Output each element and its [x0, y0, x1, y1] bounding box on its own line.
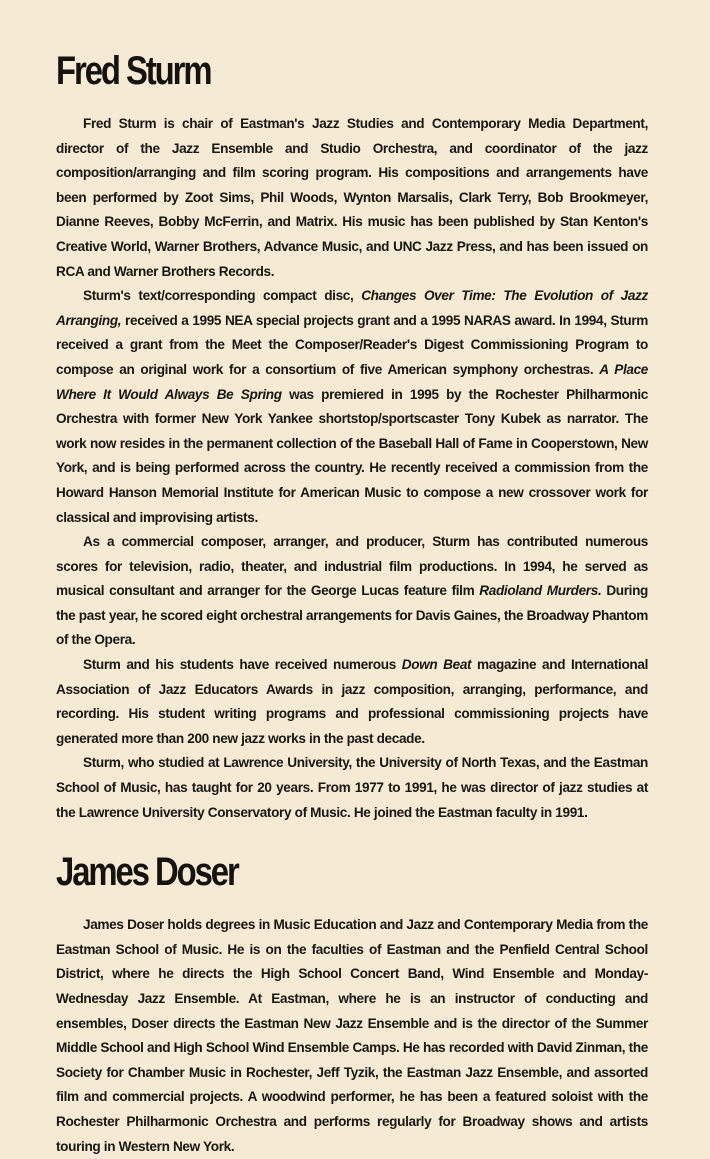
- text-run: James Doser holds degrees in Music Education and Jazz and Contemporary Media from the Eastman School of Music. He is on the faculties of Eastman and the Penfield Central School District, where he directs the High School Concert Band, Wind Ensemble and Monday-Wednesday Jazz Ensemble. At Eastman, where he is an instructor of conducting and ensembles, Doser directs the Eastman New Jazz Ensemble and is the director of the Summer Middle School and High School Wind Ensemble Camps. He has recorded with David Zinman, the Society for Chamber Music in Rochester, Jeff Tyzik, the Eastman Jazz Ensemble, and assorted film and commercial projects. A woodwind performer, he has been a featured soloist with the Rochester Philharmonic Orchestra and performs regularly for Broadway shows and artists touring in Western New York.: [56, 917, 648, 1154]
- program-page: [56, 40, 648, 1159]
- text-run: Fred Sturm is chair of Eastman's Jazz Studies and Contemporary Media Department, director of the Jazz Ensemble and Studio Orchestra, and coordinator of the jazz composition/arranging and film scoring program. His compositions and arrangements have been performed by Zoot Sims, Phil Woods, Wynton Marsalis, Clark Terry, Bob Brookmeyer, Dianne Reeves, Bobby McFerrin, and Matrix. His music has been published by Stan Kenton's Creative World, Warner Brothers, Advance Music, and UNC Jazz Press, and has been issued on RCA and Warner Brothers Records.: [56, 116, 648, 279]
- bio-paragraph: [56, 751, 648, 825]
- bio-paragraph: [56, 112, 648, 284]
- bio-paragraph: [56, 530, 648, 653]
- text-run: was premiered in 1995 by the Rochester Philharmonic Orchestra with former New York Yankee shortstop/sportscaster Tony Kubek as narrator. The work now resides in the permanent collection of the Baseball Hall of Fame in Cooperstown, New York, and is being performed across the country. He recently received a commission from the Howard Hanson Memorial Institute for American Music to compose a new crossover work for classical and improvising artists.: [56, 386, 648, 525]
- italic-title: A Place Where It Would Always Be Spring: [56, 361, 649, 402]
- bio-fred-sturm: [56, 40, 648, 825]
- text-run: During the past year, he scored eight orchestral arrangements for Davis Gaines, the Broadway Phantom of the Opera.: [56, 583, 649, 648]
- text-run: Sturm, who studied at Lawrence University, the University of North Texas, and the Eastman School of Music, has taught for 20 years. From 1977 to 1991, he was director of jazz studies at the Lawrence University Conservatory of Music. He joined the Eastman faculty in 1991.: [56, 755, 648, 820]
- italic-title: Radioland Murders.: [479, 583, 602, 599]
- text-run: Sturm's text/corresponding compact disc,: [83, 288, 362, 304]
- bio-paragraph: [56, 913, 648, 1159]
- text-run: magazine and International Association of Jazz Educators Awards in jazz composition, arranging, performance, and recording. His student writing programs and professional commissioning projects have generated more than 200 new jazz works in the past decade.: [56, 657, 648, 746]
- italic-title: Down Beat: [401, 657, 472, 673]
- bio-paragraph: [56, 284, 648, 530]
- text-run: As a commercial composer, arranger, and producer, Sturm has contributed numerous scores for television, radio, theater, and industrial film productions. In 1994, he served as musical consultant and arranger for the George Lucas feature film: [56, 534, 648, 599]
- text-run: Sturm and his students have received numerous: [83, 657, 402, 673]
- bio-heading: James Doser: [56, 850, 238, 895]
- text-run: received a 1995 NEA special projects grant and a 1995 NARAS award. In 1994, Sturm received a grant from the Meet the Composer/Reader's Digest Commissioning Program to compose an original work for a consortium of five American symphony orchestras.: [56, 312, 648, 377]
- bio-heading: Fred Sturm: [56, 49, 211, 93]
- italic-title: Changes Over Time: The Evolution of Jazz Arranging,: [56, 288, 648, 328]
- bio-james-doser: [56, 841, 648, 1159]
- bio-paragraph: [56, 653, 648, 751]
